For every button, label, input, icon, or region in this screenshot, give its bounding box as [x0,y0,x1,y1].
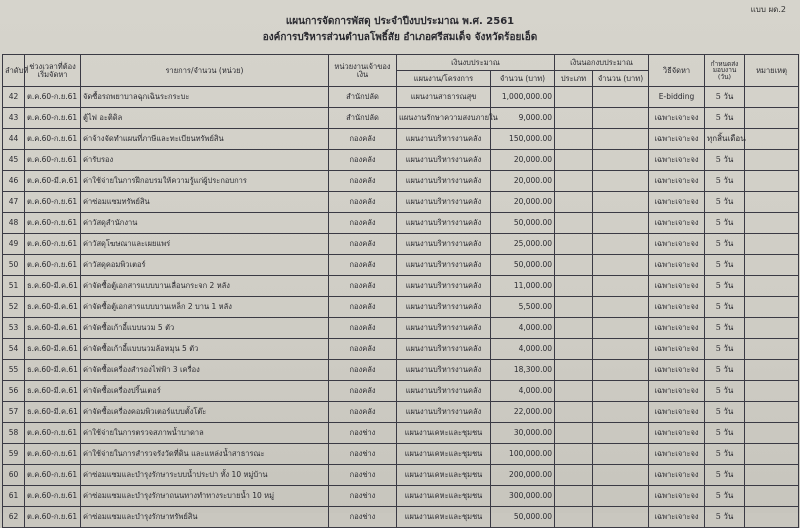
row-nb-amount [593,402,649,423]
row-item: ค่าจัดซื้อเก้าอี้แบบนวม 5 ตัว [81,318,329,339]
table-row [3,339,799,360]
row-unit: กองช่าง [329,486,397,507]
row-note [745,318,799,339]
table-body [3,87,799,528]
row-amount: 4,000.00 [491,339,555,360]
row-method: เฉพาะเจาะจง [649,234,705,255]
row-note [745,423,799,444]
row-duration: ทุกสิ้นเดือน [705,129,745,150]
row-amount: 50,000.00 [491,255,555,276]
row-nb-source [555,234,593,255]
table-row [3,192,799,213]
row-nb-source [555,318,593,339]
row-item: ค่ารับรอง [81,150,329,171]
row-duration: 5 วัน [705,444,745,465]
row-item: ค่าซ่อมแซมและบำรุงรักษาระบบน้ำประปา ทั้ง 10 หมู่บ้าน [81,465,329,486]
header-no: ลำดับที่ [3,55,25,87]
row-amount: 20,000.00 [491,171,555,192]
row-method: เฉพาะเจาะจง [649,297,705,318]
table-row [3,486,799,507]
row-amount: 18,300.00 [491,360,555,381]
row-duration: 5 วัน [705,171,745,192]
table-row [3,129,799,150]
row-method: เฉพาะเจาะจง [649,486,705,507]
row-period: ต.ค.60-ก.ย.61 [25,486,81,507]
row-duration: 5 วัน [705,423,745,444]
table-row [3,402,799,423]
row-duration: 5 วัน [705,486,745,507]
row-no: 51 [3,276,25,297]
row-nb-amount [593,255,649,276]
row-amount: 9,000.00 [491,108,555,129]
row-amount: 25,000.00 [491,234,555,255]
row-period: ธ.ค.60-มี.ค.61 [25,360,81,381]
row-item: ค่าใช้จ่ายในการสำรวจรังวัดที่ดิน และแหล่งน้ำสาธารณะ [81,444,329,465]
row-note [745,360,799,381]
row-unit: กองคลัง [329,339,397,360]
row-note [745,192,799,213]
row-amount: 200,000.00 [491,465,555,486]
table-row [3,360,799,381]
row-no: 50 [3,255,25,276]
row-method: เฉพาะเจาะจง [649,276,705,297]
row-method: เฉพาะเจาะจง [649,507,705,528]
row-note [745,486,799,507]
row-item: ค่าวัสดุโฆษณาและเผยแพร่ [81,234,329,255]
row-duration: 5 วัน [705,297,745,318]
row-period: ธ.ค.60-มี.ค.61 [25,402,81,423]
row-nb-source [555,381,593,402]
header-unit: หน่วยงานเจ้าของเงิน [329,55,397,87]
row-no: 49 [3,234,25,255]
row-plan: แผนงานเคหะและชุมชน [397,486,491,507]
row-nb-source [555,87,593,108]
row-method: เฉพาะเจาะจง [649,192,705,213]
row-no: 59 [3,444,25,465]
row-duration: 5 วัน [705,402,745,423]
row-note [745,255,799,276]
row-nb-amount [593,360,649,381]
row-note [745,234,799,255]
row-unit: กองช่าง [329,465,397,486]
table-row [3,381,799,402]
row-unit: กองคลัง [329,171,397,192]
row-method: เฉพาะเจาะจง [649,108,705,129]
row-nb-amount [593,213,649,234]
row-note [745,150,799,171]
row-method: เฉพาะเจาะจง [649,381,705,402]
row-plan: แผนงานบริหารงานคลัง [397,276,491,297]
header-nb-amount: จำนวน (บาท) [593,71,649,87]
row-method: เฉพาะเจาะจง [649,423,705,444]
row-method: เฉพาะเจาะจง [649,360,705,381]
row-nb-source [555,423,593,444]
row-plan: แผนงานเคหะและชุมชน [397,507,491,528]
row-plan: แผนงานบริหารงานคลัง [397,318,491,339]
row-no: 54 [3,339,25,360]
row-plan: แผนงานบริหารงานคลัง [397,129,491,150]
row-duration: 5 วัน [705,318,745,339]
table-row [3,297,799,318]
row-unit: กองคลัง [329,192,397,213]
row-no: 45 [3,150,25,171]
row-amount: 50,000.00 [491,507,555,528]
row-nb-source [555,465,593,486]
row-duration: 5 วัน [705,150,745,171]
row-nb-amount [593,150,649,171]
row-duration: 5 วัน [705,108,745,129]
row-nb-amount [593,318,649,339]
row-plan: แผนงานบริหารงานคลัง [397,192,491,213]
row-period: ธ.ค.60-มี.ค.61 [25,276,81,297]
row-nb-amount [593,192,649,213]
table-row [3,234,799,255]
row-nb-source [555,129,593,150]
row-period: ธ.ค.60-มี.ค.61 [25,381,81,402]
row-item: ตู้ไฟ อะติดิล [81,108,329,129]
row-duration: 5 วัน [705,213,745,234]
row-period: ต.ค.60-ก.ย.61 [25,423,81,444]
row-plan: แผนงานเคหะและชุมชน [397,444,491,465]
row-no: 56 [3,381,25,402]
row-nb-source [555,276,593,297]
row-unit: กองคลัง [329,402,397,423]
row-no: 61 [3,486,25,507]
row-unit: กองคลัง [329,381,397,402]
row-unit: กองคลัง [329,360,397,381]
row-no: 57 [3,402,25,423]
row-nb-source [555,444,593,465]
row-note [745,444,799,465]
row-note [745,276,799,297]
table-row [3,255,799,276]
row-no: 58 [3,423,25,444]
row-item: จัดซื้อรถพยาบาลฉุกเฉินระกระบะ [81,87,329,108]
row-item: ค่าซ่อมแซมและบำรุงรักษาถนนทางทำทางระบายน้ำ 10 หมู่ [81,486,329,507]
procurement-plan-table [2,54,799,528]
row-unit: กองคลัง [329,297,397,318]
table-row [3,318,799,339]
row-amount: 20,000.00 [491,192,555,213]
row-duration: 5 วัน [705,507,745,528]
row-plan: แผนงานบริหารงานคลัง [397,402,491,423]
row-unit: กองคลัง [329,255,397,276]
row-period: ต.ค.60-ก.ย.61 [25,255,81,276]
row-note [745,465,799,486]
row-period: ต.ค.60-ก.ย.61 [25,87,81,108]
row-amount: 22,000.00 [491,402,555,423]
row-method: เฉพาะเจาะจง [649,339,705,360]
row-nb-source [555,360,593,381]
row-unit: กองคลัง [329,318,397,339]
table-row [3,213,799,234]
row-duration: 5 วัน [705,339,745,360]
row-nb-source [555,108,593,129]
row-amount: 4,000.00 [491,318,555,339]
row-plan: แผนงานบริหารงานคลัง [397,297,491,318]
organization-title: องค์การบริหารส่วนตำบลโพธิ์สัย อำเภอศรีสมเด็จ จังหวัดร้อยเอ็ด [262,32,538,43]
row-nb-source [555,171,593,192]
row-period: ต.ค.60-ก.ย.61 [25,234,81,255]
row-nb-amount [593,87,649,108]
row-nb-amount [593,171,649,192]
row-nb-amount [593,297,649,318]
row-note [745,297,799,318]
row-duration: 5 วัน [705,192,745,213]
row-plan: แผนงานสาธารณสุข [397,87,491,108]
row-no: 42 [3,87,25,108]
row-method: เฉพาะเจาะจง [649,444,705,465]
row-note [745,213,799,234]
row-note [745,171,799,192]
row-amount: 5,500.00 [491,297,555,318]
row-item: ค่าจัดซื้อเครื่องปริ้นเตอร์ [81,381,329,402]
row-duration: 5 วัน [705,360,745,381]
row-amount: 50,000.00 [491,213,555,234]
row-nb-source [555,192,593,213]
row-nb-source [555,297,593,318]
header-nonbudget-group: เงินนอกงบประมาณ [555,55,649,71]
row-unit: สำนักปลัด [329,87,397,108]
row-no: 53 [3,318,25,339]
header-item: รายการ/จำนวน (หน่วย) [81,55,329,87]
row-plan: แผนงานบริหารงานคลัง [397,360,491,381]
row-nb-source [555,339,593,360]
row-no: 52 [3,297,25,318]
row-plan: แผนงานบริหารงานคลัง [397,234,491,255]
row-item: ค่าใช้จ่ายในการฝึกอบรมให้ความรู้แก่ผู้ประกอบการ [81,171,329,192]
row-nb-source [555,486,593,507]
row-period: ธ.ค.60-มี.ค.61 [25,297,81,318]
row-period: ธ.ค.60-มี.ค.61 [25,318,81,339]
row-plan: แผนงานเคหะและชุมชน [397,423,491,444]
row-method: เฉพาะเจาะจง [649,318,705,339]
row-unit: กองคลัง [329,213,397,234]
row-no: 43 [3,108,25,129]
row-method: เฉพาะเจาะจง [649,255,705,276]
table-row [3,423,799,444]
row-duration: 5 วัน [705,234,745,255]
row-nb-source [555,255,593,276]
row-item: ค่าจัดซื้อเก้าอี้แบบนวมล้อหมุน 5 ตัว [81,339,329,360]
row-nb-source [555,213,593,234]
row-unit: กองคลัง [329,234,397,255]
row-nb-amount [593,486,649,507]
table-row [3,87,799,108]
row-method: เฉพาะเจาะจง [649,150,705,171]
row-no: 60 [3,465,25,486]
header-duration: กำหนดส่งมอบงาน (วัน) [705,55,745,87]
header-amount: จำนวน (บาท) [491,71,555,87]
row-amount: 150,000.00 [491,129,555,150]
header-note: หมายเหตุ [745,55,799,87]
row-amount: 11,000.00 [491,276,555,297]
row-nb-amount [593,234,649,255]
row-note [745,507,799,528]
row-item: ค่าซ่อมแซมทรัพย์สิน [81,192,329,213]
row-plan: แผนงานบริหารงานคลัง [397,213,491,234]
row-no: 44 [3,129,25,150]
row-nb-source [555,507,593,528]
row-amount: 30,000.00 [491,423,555,444]
row-nb-amount [593,381,649,402]
row-plan: แผนงานเคหะและชุมชน [397,465,491,486]
row-nb-amount [593,465,649,486]
row-item: ค่าจ้างจัดทำแผนที่ภาษีและทะเบียนทรัพย์สิน [81,129,329,150]
row-unit: กองคลัง [329,129,397,150]
row-amount: 20,000.00 [491,150,555,171]
row-period: ต.ค.60-ก.ย.61 [25,192,81,213]
row-plan: แผนงานบริหารงานคลัง [397,381,491,402]
row-method: เฉพาะเจาะจง [649,171,705,192]
row-plan: แผนงานรักษาความสงบภายใน [397,108,491,129]
row-period: ต.ค.60-ก.ย.61 [25,507,81,528]
row-duration: 5 วัน [705,87,745,108]
table-row [3,171,799,192]
row-item: ค่าจัดซื้อเครื่องสำรองไฟฟ้า 3 เครื่อง [81,360,329,381]
row-nb-amount [593,108,649,129]
row-no: 55 [3,360,25,381]
table-row [3,444,799,465]
row-method: เฉพาะเจาะจง [649,465,705,486]
row-amount: 4,000.00 [491,381,555,402]
row-unit: กองช่าง [329,423,397,444]
document-title: แผนการจัดการพัสดุ ประจำปีงบประมาณ พ.ศ. 2561 [285,16,515,27]
row-period: ต.ค.60-ก.ย.61 [25,108,81,129]
row-nb-amount [593,507,649,528]
row-nb-source [555,150,593,171]
row-unit: กองช่าง [329,444,397,465]
header-method: วิธีจัดหา [649,55,705,87]
row-item: ค่าใช้จ่ายในการตรวจสภาพน้ำบาดาล [81,423,329,444]
row-unit: กองช่าง [329,507,397,528]
form-code: แบบ ผด.2 [750,5,786,14]
row-method: เฉพาะเจาะจง [649,402,705,423]
table-row [3,507,799,528]
row-note [745,129,799,150]
row-unit: กองคลัง [329,276,397,297]
row-amount: 100,000.00 [491,444,555,465]
header-plan: แผนงาน/โครงการ [397,71,491,87]
row-period: ต.ค.60-ก.ย.61 [25,444,81,465]
row-no: 47 [3,192,25,213]
row-plan: แผนงานบริหารงานคลัง [397,255,491,276]
row-duration: 5 วัน [705,276,745,297]
row-item: ค่าจัดซื้อตู้เอกสารแบบบานเลื่อนกระจก 2 หลัง [81,276,329,297]
row-amount: 300,000.00 [491,486,555,507]
row-no: 46 [3,171,25,192]
row-note [745,108,799,129]
row-duration: 5 วัน [705,255,745,276]
row-no: 62 [3,507,25,528]
row-unit: สำนักปลัด [329,108,397,129]
row-item: ค่าวัสดุสำนักงาน [81,213,329,234]
row-note [745,339,799,360]
row-nb-amount [593,444,649,465]
table-row [3,150,799,171]
header-period: ช่วงเวลาที่ต้องเริ่มจัดหา [25,55,81,87]
row-method: เฉพาะเจาะจง [649,213,705,234]
row-nb-amount [593,276,649,297]
row-plan: แผนงานบริหารงานคลัง [397,150,491,171]
row-nb-amount [593,339,649,360]
row-plan: แผนงานบริหารงานคลัง [397,339,491,360]
row-period: ธ.ค.60-มี.ค.61 [25,339,81,360]
row-item: ค่าวัสดุคอมพิวเตอร์ [81,255,329,276]
row-note [745,87,799,108]
table-row [3,276,799,297]
row-method: เฉพาะเจาะจง [649,129,705,150]
row-note [745,381,799,402]
row-amount: 1,000,000.00 [491,87,555,108]
row-method: E-bidding [649,87,705,108]
header-budget-group: เงินงบประมาณ [397,55,555,71]
table-row [3,465,799,486]
table-row [3,108,799,129]
header-source: ประเภท [555,71,593,87]
row-nb-amount [593,423,649,444]
row-duration: 5 วัน [705,381,745,402]
row-item: ค่าซ่อมแซมและบำรุงรักษาทรัพย์สิน [81,507,329,528]
row-no: 48 [3,213,25,234]
row-period: ต.ค.60-ก.ย.61 [25,150,81,171]
row-plan: แผนงานบริหารงานคลัง [397,171,491,192]
row-period: ต.ค.60-ก.ย.61 [25,213,81,234]
row-unit: กองคลัง [329,150,397,171]
row-item: ค่าจัดซื้อเครื่องคอมพิวเตอร์แบบตั้งโต๊ะ [81,402,329,423]
row-item: ค่าจัดซื้อตู้เอกสารแบบบานเหล็ก 2 บาน 1 หลัง [81,297,329,318]
row-period: ต.ค.60-ก.ย.61 [25,465,81,486]
row-period: ต.ค.60-ก.ย.61 [25,129,81,150]
row-duration: 5 วัน [705,465,745,486]
row-note [745,402,799,423]
row-nb-amount [593,129,649,150]
row-period: ต.ค.60-มี.ค.61 [25,171,81,192]
row-nb-source [555,402,593,423]
